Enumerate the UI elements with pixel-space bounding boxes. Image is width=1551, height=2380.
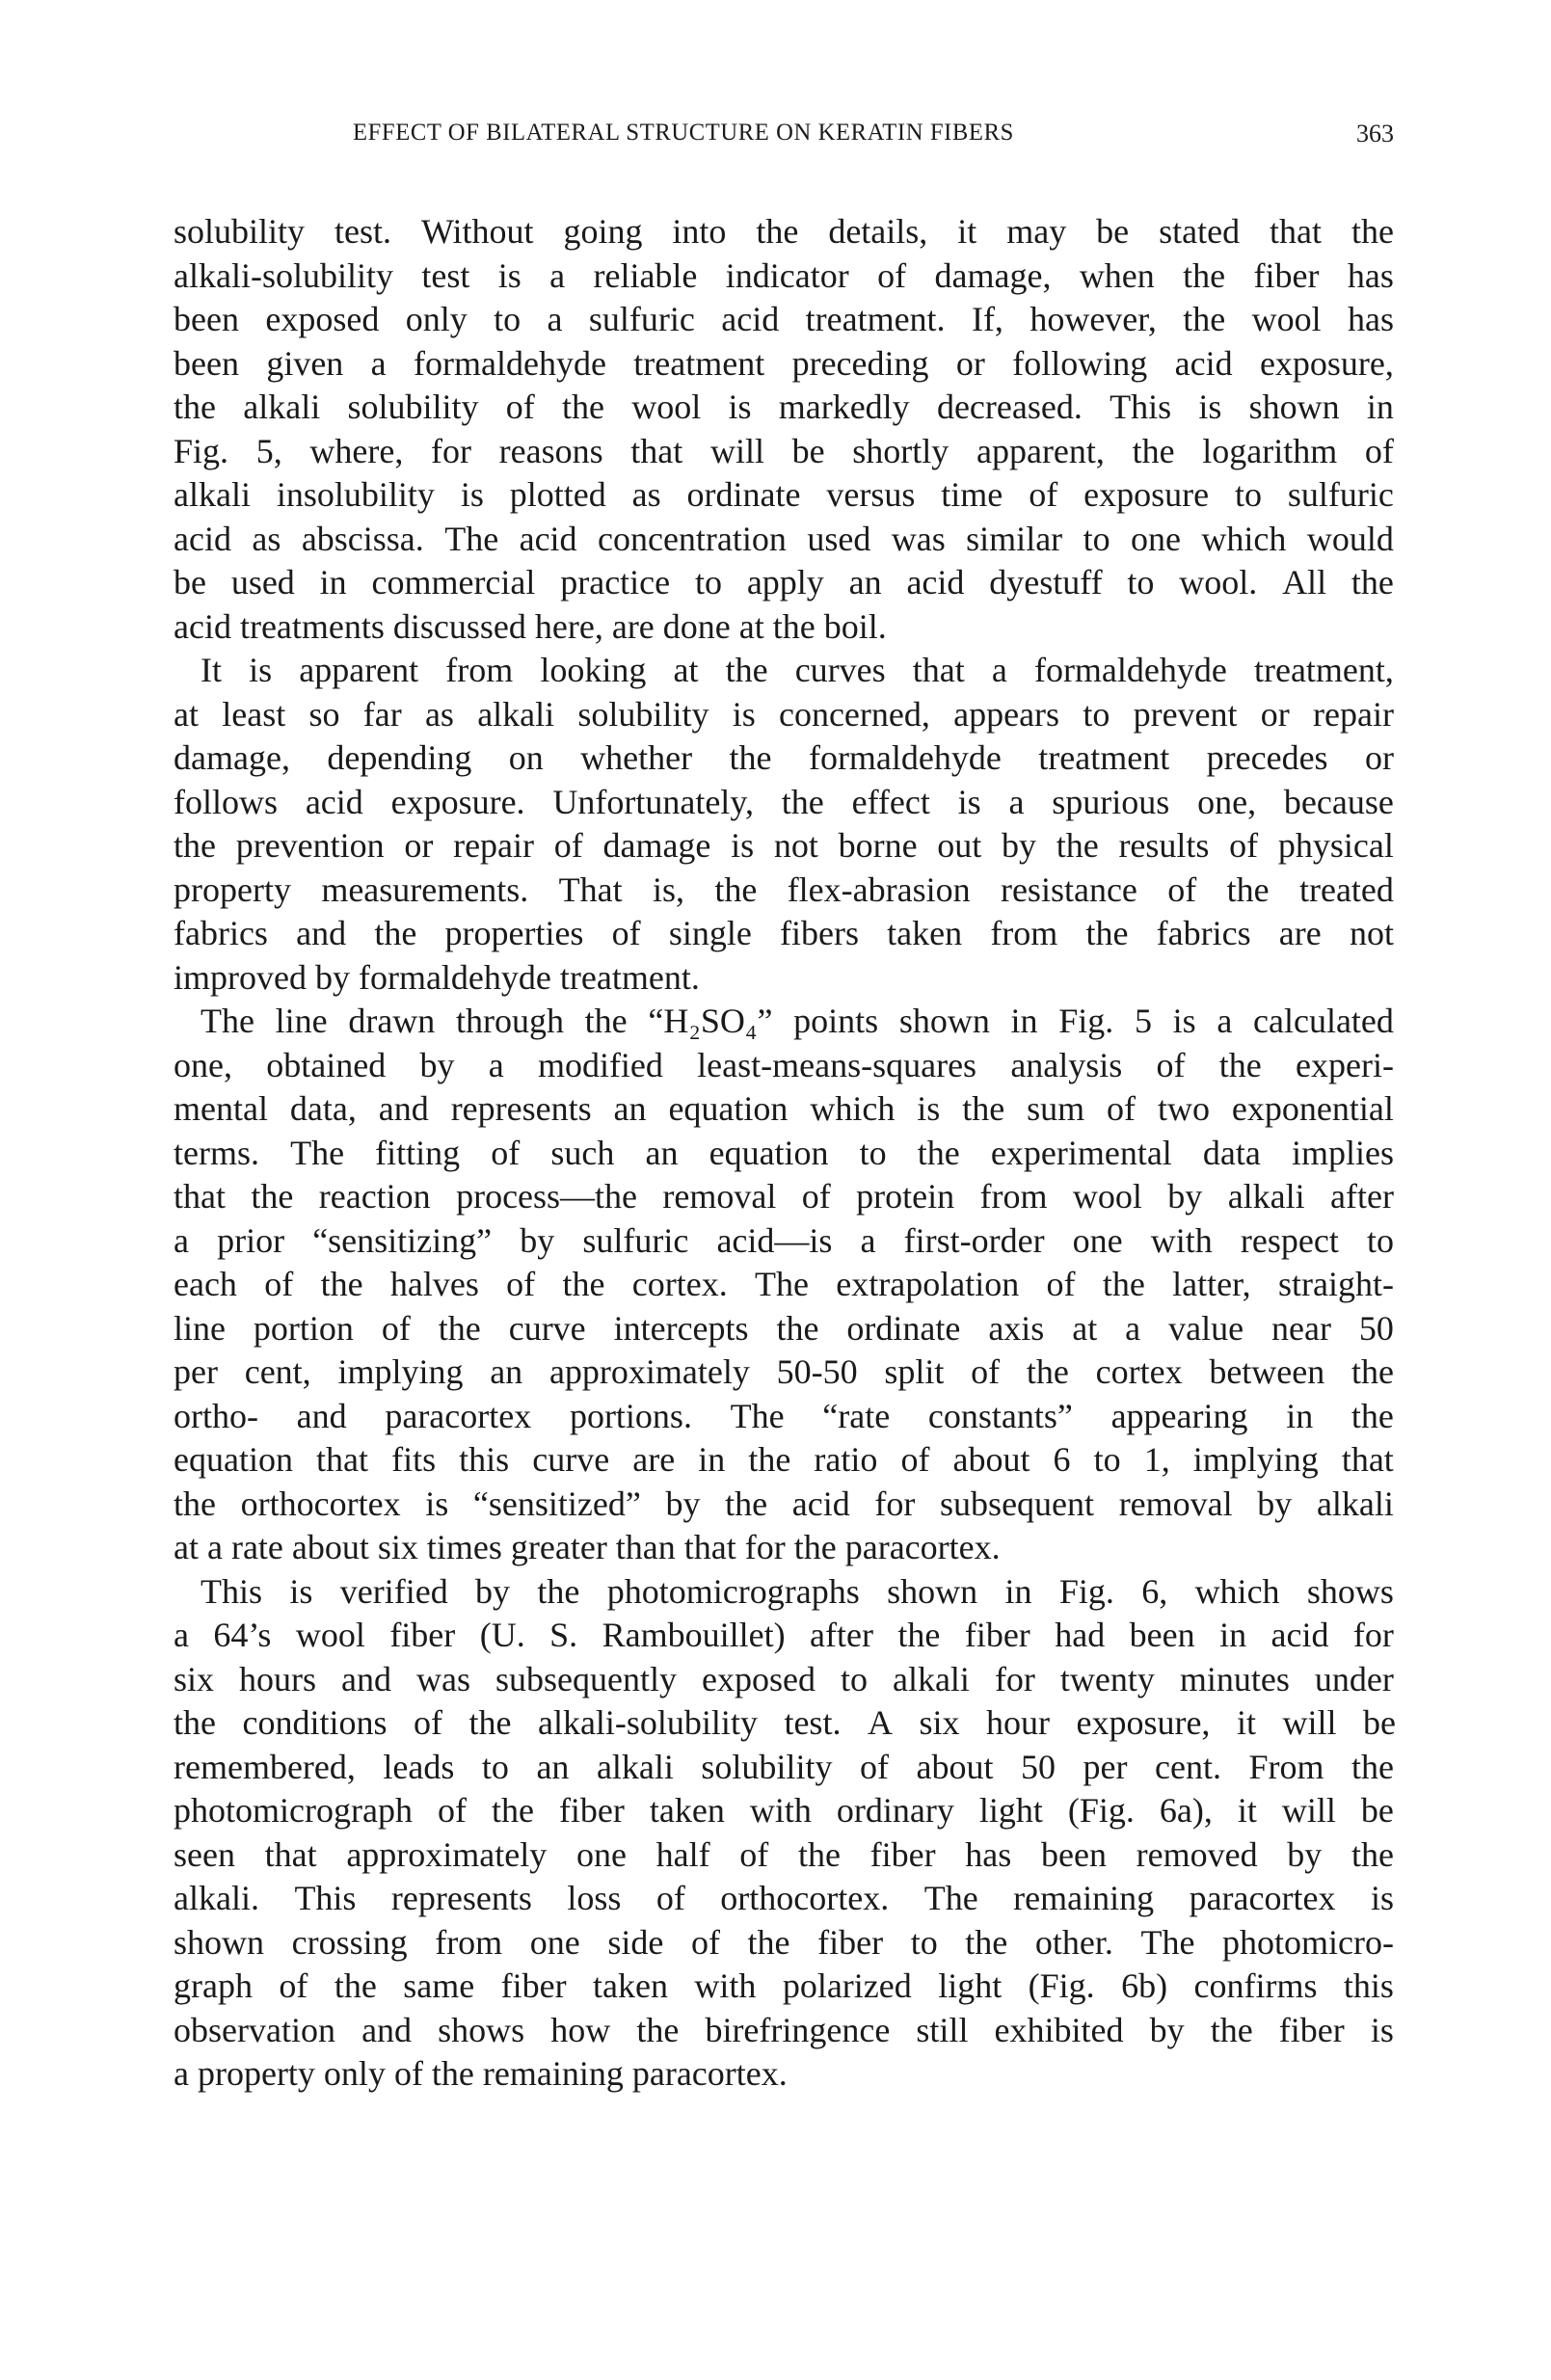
text-line: fabrics and the properties of single fibers taken from the fabrics are not <box>174 914 1394 952</box>
text-line: This is verified by the photomicrographs shown in Fig. 6, which shows <box>201 1571 1394 1611</box>
text-line: terms. The fitting of such an equation to the experimental data implies <box>174 1133 1394 1172</box>
text-line: been exposed only to a sulfuric acid treatment. If, however, the wool has <box>174 300 1394 338</box>
paragraph-4 <box>174 1570 1394 2097</box>
text-line: acid treatments discussed here, are done at the boil. <box>174 606 887 646</box>
text-line: a prior “sensitizing” by sulfuric acid—is a first-order one with respect to <box>174 1220 1394 1260</box>
text-line: alkali-solubility test is a reliable indicator of damage, when the fiber has <box>174 255 1394 295</box>
text-line: at least so far as alkali solubility is concerned, appears to prevent or repair <box>174 694 1394 734</box>
text-line: damage, depending on whether the formaldehyde treatment precedes or <box>174 738 1394 777</box>
text-line: been given a formaldehyde treatment preceding or following acid exposure, <box>174 343 1394 383</box>
text-line: six hours and was subsequently exposed to alkali for twenty minutes under <box>174 1659 1394 1698</box>
text-line: shown crossing from one side of the fiber to the other. The photomicro- <box>174 1922 1394 1962</box>
text-line: property measurements. That is, the flex-abrasion resistance of the treated <box>174 869 1394 909</box>
text-line: solubility test. Without going into the details, it may be stated that the <box>174 212 1394 251</box>
text-line: one, obtained by a modified least-means-squares analysis of the experi- <box>174 1045 1394 1084</box>
text-line: the orthocortex is “sensitized” by the acid for subsequent removal by alkali <box>174 1484 1394 1523</box>
text-line: at a rate about six times greater than that for the paracortex. <box>174 1528 1001 1566</box>
running-header <box>174 120 1394 158</box>
text-line: The line drawn through the “H₂SO₄” points shown in Fig. 5 is a calculated <box>201 1002 1394 1040</box>
text-line: seen that approximately one half of the fiber has been removed by the <box>174 1834 1394 1874</box>
running-title: EFFECT OF BILATERAL STRUCTURE ON KERATIN FIBERS <box>353 120 1014 146</box>
text-line: remembered, leads to an alkali solubility of about 50 per cent. From the <box>174 1747 1394 1786</box>
body-text <box>174 210 1394 2097</box>
text-line: acid as abscissa. The acid concentration used was similar to one which would <box>174 519 1394 558</box>
text-line: follows acid exposure. Unfortunately, the effect is a spurious one, because <box>174 782 1394 821</box>
text-line: graph of the same fiber taken with polarized light (Fig. 6b) confirms this <box>174 1966 1394 2005</box>
text-line: Fig. 5, where, for reasons that will be shortly apparent, the logarithm of <box>174 431 1394 470</box>
text-line: photomicrograph of the fiber taken with ordinary light (Fig. 6a), it will be <box>174 1791 1394 1830</box>
text-line: the conditions of the alkali-solubility test. A six hour exposure, it will be <box>174 1703 1396 1742</box>
text-line: each of the halves of the cortex. The extrapolation of the latter, straight- <box>174 1265 1394 1303</box>
text-line: alkali. This represents loss of orthocortex. The remaining paracortex is <box>174 1879 1394 1917</box>
paragraph-1 <box>174 210 1394 649</box>
text-line: a property only of the remaining paracortex. <box>174 2054 788 2093</box>
text-line: It is apparent from looking at the curves that a formaldehyde treatment, <box>201 651 1394 689</box>
text-line: per cent, implying an approximately 50-50 split of the cortex between the <box>174 1352 1394 1391</box>
page-number: 363 <box>1356 120 1394 147</box>
paragraph-3 <box>174 1000 1394 1570</box>
text-line: that the reaction process—the removal of protein from wool by alkali after <box>174 1177 1394 1216</box>
text-line: the prevention or repair of damage is not borne out by the results of physical <box>174 826 1394 865</box>
text-line: equation that fits this curve are in the ratio of about 6 to 1, implying that <box>174 1440 1394 1479</box>
text-line: mental data, and represents an equation which is the sum of two exponential <box>174 1089 1394 1128</box>
text-line: observation and shows how the birefringence still exhibited by the fiber is <box>174 2010 1394 2049</box>
text-line: line portion of the curve intercepts the ordinate axis at a value near 50 <box>174 1308 1394 1348</box>
text-line: a 64’s wool fiber (U. S. Rambouillet) after the fiber had been in acid for <box>174 1616 1394 1654</box>
text-line: ortho- and paracortex portions. The “rate constants” appearing in the <box>174 1396 1394 1435</box>
text-line: the alkali solubility of the wool is markedly decreased. This is shown in <box>174 388 1394 426</box>
text-line: alkali insolubility is plotted as ordinate versus time of exposure to sulfuric <box>174 475 1394 514</box>
text-line: improved by formaldehyde treatment. <box>174 957 700 997</box>
paragraph-2 <box>174 649 1394 1000</box>
text-line: be used in commercial practice to apply an acid dyestuff to wool. All the <box>174 563 1394 602</box>
